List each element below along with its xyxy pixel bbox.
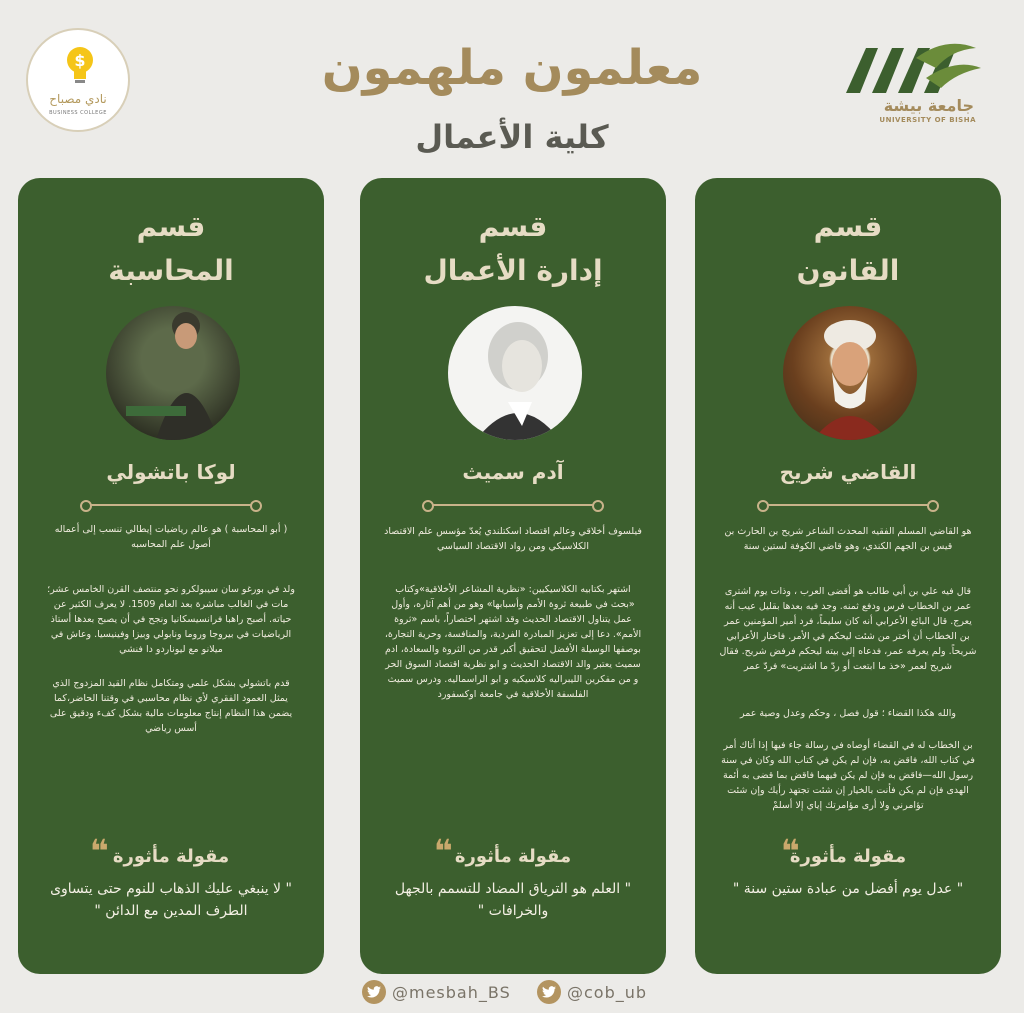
portrait-image	[783, 306, 917, 440]
quote-title: مقولة مأثورة	[789, 846, 907, 867]
social-handle-text: @mesbah_BS	[392, 982, 511, 1002]
quote-icon: ❝	[90, 832, 109, 870]
bio-intro: فيلسوف أخلاقي وعالم اقتصاد اسكتلندي يُعدّ مؤسس علم الاقتصاد الكلاسيكي ومن رواد الاقتصاد السياسي	[384, 526, 642, 552]
twitter-icon	[537, 980, 561, 1004]
card-accounting	[18, 178, 324, 974]
quote-title: مقولة مأثورة	[112, 846, 230, 867]
lightbulb-icon	[64, 44, 96, 88]
portrait-image	[106, 306, 240, 440]
dept-name: إدارة الأعمال	[423, 254, 603, 287]
dept-label: قسم	[478, 210, 548, 243]
person-name: القاضي شريح	[779, 460, 917, 484]
quote-icon: ❝	[434, 832, 453, 870]
club-subtitle: BUSINESS COLLEGE	[49, 110, 107, 116]
person-name: لوكا باتشولي	[106, 460, 236, 484]
bio-story: قال فيه علي بن أبي طالب هو أقضى العرب ، وذات يوم اشترى عمر بن الخطاب فرس ودفع ثمنه. وجد فيه بعدها بقليل عيب أنه يعرج. قال البائع الأعرابي أنه كان سليماً، فرد أمير المؤمنين عمر بن الخطاب أن أختر من شئت ليحكم في الأمر. فاختار الأعرابي شريحاً. ولم يعرفه عمر، فدعاه إلى بيته ليحكم فرفض شريح. فقال شريح لعمر «خذ ما ابتعت أو ردّ ما اشتريت» فردّ عمر	[719, 586, 977, 672]
card-business-admin	[360, 178, 666, 974]
divider	[430, 504, 596, 506]
quote-text: " لا ينبغي عليك الذهاب للنوم حتى يتساوى الطرف المدين مع الدائن "	[50, 881, 292, 919]
bio-intro: هو القاضي المسلم الفقيه المحدث الشاعر شريح بن الحارث بن قيس بن الجهم الكندي، وهو قاضي الكوفة لستين سنة	[724, 526, 972, 552]
university-name-ar: جامعة بيشة	[883, 96, 974, 115]
social-handle-cob[interactable]	[537, 980, 647, 1004]
card-law	[695, 178, 1001, 974]
quote-title: مقولة مأثورة	[454, 846, 572, 867]
club-name: نادي مصباح	[49, 92, 107, 106]
bio-story: ولد في بورغو سان سيبولكرو نحو منتصف القرن الخامس عشر؛ مات في الغالب مباشرة بعد العام 1509. لا يعرف الكثير عن حياته. أصبح راهبا فرانسيسكانيا ونجح في أن يصبح بعدها أستاذ الرياضيات في بيروجا وروما ونابولي وبيزا وفينيسيا. وعاش في ميلانو مع ليوناردو دا فنشي	[47, 584, 295, 655]
bio-story: اشتهر بكتابيه الكلاسيكيين: «نظرية المشاعر الأخلاقية»وكتاب «بحث في طبيعة ثروة الأمم وأسبابها» وهو من أهم آثاره، وأول عمل يتناول الاقتصاد الحديث وقد اشتهر اختصاراً، باسم «ثروة الأمم». دعا إلى تعزيز المبادرة الفردية، والمنافسة، وحرية التجارة، بوصفها الوسيلة الأفضل لتحقيق أكبر قدر من الثروة والسعادة، ادم سميث يعتبر والد الاقتصاد الحديث و ابو نظرية اقتصاد السوق الحر و من مفكرين الليبراليه كلاسيكيه و ابو الراسماليه. ودرس سميث الفلسفة الأخلاقية في جامعة اوكسفورد	[384, 584, 642, 700]
dept-name: المحاسبة	[108, 254, 234, 287]
university-name-en: UNIVERSITY OF BISHA	[879, 116, 976, 124]
bio-story-2: والله هكذا القضاء ؛ قول فصل ، وحكم وعدل وصية عمر	[740, 708, 956, 719]
quote-icon: ❝	[781, 832, 800, 870]
quote-text: " العلم هو الترياق المضاد للتسمم بالجهل والخرافات "	[394, 881, 632, 919]
person-name: آدم سميث	[462, 460, 564, 484]
divider	[765, 504, 931, 506]
club-logo	[26, 28, 130, 132]
page-title: معلمون ملهمون	[321, 40, 703, 96]
dept-name: القانون	[796, 254, 900, 287]
dept-label: قسم	[813, 210, 883, 243]
divider	[88, 504, 254, 506]
quote-text: " عدل يوم أفضل من عبادة ستين سنة "	[732, 881, 964, 897]
social-handle-mesbah[interactable]	[362, 980, 511, 1004]
dept-label: قسم	[136, 210, 206, 243]
portrait-image	[448, 306, 582, 440]
twitter-icon	[362, 980, 386, 1004]
bio-story-2: قدم باتشولي بشكل علمي ومتكامل نظام القيد المزدوج الذي يمثل العمود الفقري لأي نظام محاسبي في وقتنا الحاضر،كما يضمن هذا النظام إنتاج معلومات مالية بشكل كفء ودقيق على أسس رياضي	[49, 678, 293, 734]
page-subtitle: كلية الأعمال	[415, 118, 609, 156]
svg-text:$: $	[74, 51, 86, 70]
bio-story-3: بن الخطاب له في القضاء أوصاه في رسالة جاء فيها إذا أتاك أمر في كتاب الله، فاقض به، فإن لم يكن في كتاب الله وكان في سنة رسول الله—فاقض به فإن لم يكن فيهما فاقض بما قضى به أئمة الهدى فإن لم يكن فأنت بالخيار إن شئت تجتهد رأيك وإن شئت تؤامرني ولا أرى مؤامرتك إياي إلا أسلمْ	[721, 740, 975, 811]
social-handle-text: @cob_ub	[567, 982, 648, 1002]
bio-intro: ( أبو المحاسبة ) هو عالم رياضيات إيطالي تنسب إلى أعماله أصول علم المحاسبه	[54, 524, 288, 550]
